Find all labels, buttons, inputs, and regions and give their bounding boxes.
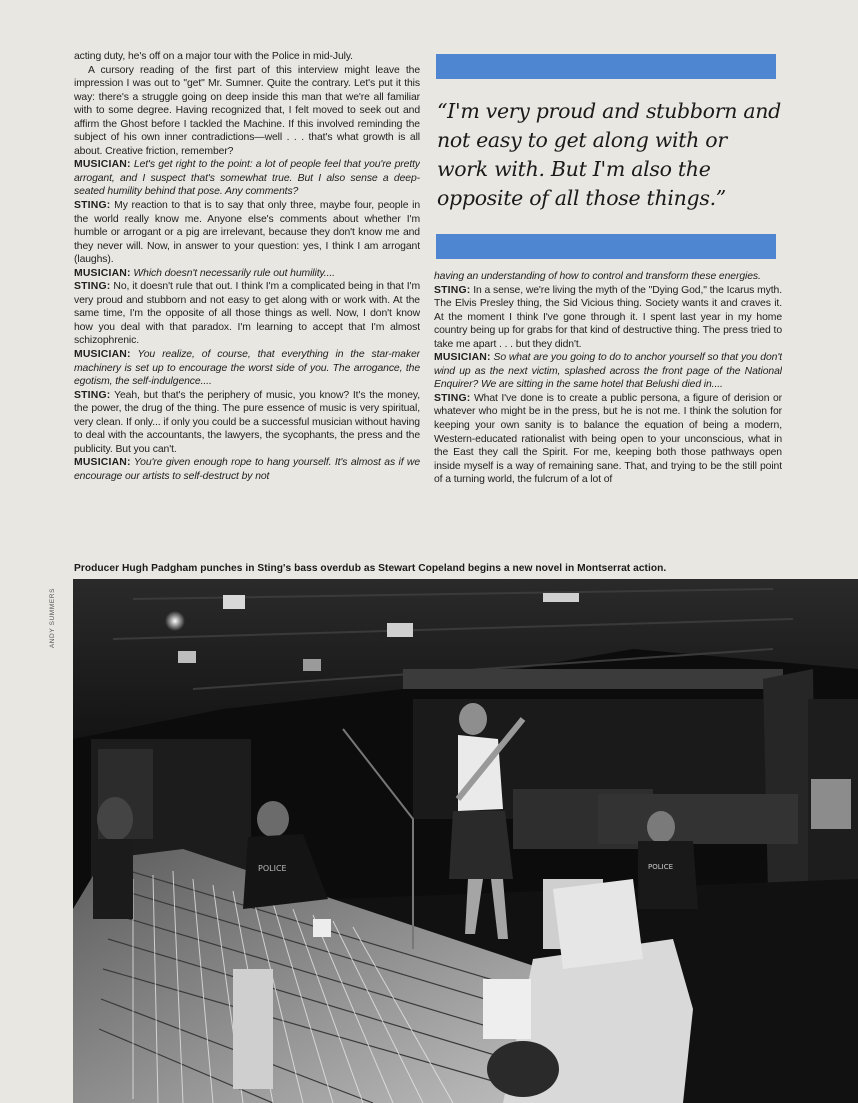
speaker-label: MUSICIAN: [74, 349, 131, 361]
pull-quote-bar-top [436, 54, 776, 79]
question-text: You're given enough rope to hang yourself. It's almost as if we encourage our artists to self-destruct by not [74, 457, 420, 482]
interview-question [74, 158, 420, 199]
interview-answer [434, 284, 782, 352]
photo-credit: ANDY SUMMERS [49, 588, 56, 649]
answer-text: My reaction to that is to say that only three, maybe four, people in the world really know me. Anyone else's comments about whether I'm humble or arrogant or a pig are irrelevant, because they don't know me and they never will. Now, in answer to your question: yes, I think I am arrogant (laughs). [74, 200, 420, 266]
question-text: So what are you going to do to anchor yourself so that you don't wind up as the next victim, splashed across the front page of the National Enquirer? We are sitting in the same hotel that Belushi died in.... [434, 352, 782, 391]
question-text: having an understanding of how to control and transform these energies. [434, 271, 761, 282]
article-column-left [74, 50, 420, 558]
interview-answer [434, 392, 782, 487]
interview-question [434, 351, 782, 392]
interview-question [74, 456, 420, 483]
interview-question [434, 270, 782, 284]
speaker-label: STING: [434, 392, 471, 404]
article-paragraph: acting duty, he's off on a major tour with the Police in mid-July. [74, 51, 353, 62]
shirt-logo-right: POLICE [648, 863, 674, 871]
answer-text: What I've done is to create a public persona, a figure of derision or whatever who might be in the press, but he is not me. I think the solution for keeping your own sanity is to balance the equation of being a modern, Western-educated rationalist with being open to your unconscious, what in the East they call the Spirit. For me, keeping both those pathways open inside myself is a way of remaining sane. That, and trying to be the still point of a turning world, the fulcrum of a lot of [434, 392, 782, 486]
interview-question [74, 348, 420, 389]
interview-question [74, 267, 420, 281]
speaker-label: MUSICIAN: [74, 457, 131, 469]
question-text: You realize, of course, that everything in the star-maker machinery is set up to encourage the worst side of you. The arrogance, the egotism, the self-indulgence.... [74, 349, 420, 388]
interview-answer [74, 389, 420, 457]
speaker-label: MUSICIAN: [434, 352, 491, 364]
interview-answer [74, 280, 420, 348]
answer-text: Yeah, but that's the periphery of music, you know? It's the money, the power, the drug of the thing. The pure essence of music is very spiritual, very clean. If only... if only you could be a successful musician without having to deal with the accountants, the lawyers, the sycophants, the press and the publicity. But you can't. [74, 389, 420, 455]
pull-quote: “I'm very proud and stubborn and not easy to get along with or work with. But I'm also the opposite of all those things.” [437, 99, 781, 210]
answer-text: In a sense, we're living the myth of the "Dying God," the Icarus myth. The Elvis Presley thing, the Sid Vicious thing. Society wants it and craves it. At the moment I think I've gone through it. I spent last year in my home country being up for grabs for that kind of destructive thing. The press tried to take me apart . . . but they didn't. [434, 284, 782, 350]
speaker-label: STING: [74, 389, 111, 401]
shirt-logo-left: POLICE [258, 864, 287, 873]
question-text: Which doesn't necessarily rule out humility.... [130, 267, 335, 279]
answer-text: No, it doesn't rule that out. I think I'm a complicated being in that I'm very proud and stubborn and not easy to get along with or work with. At the same time, I'm the opposite of all those things as well. Now, I don't know how you deal with that paradox. I'm learning to accept that I'm almost schizophrenic. [74, 281, 420, 347]
speaker-label: MUSICIAN: [74, 159, 131, 171]
interview-answer [74, 199, 420, 267]
photo-caption: Producer Hugh Padgham punches in Sting's bass overdub as Stewart Copeland begins a new novel in Montserrat action. [74, 563, 667, 574]
question-text: Let's get right to the point: a lot of people feel that you're pretty arrogant, and I suspect that's somewhat true. But I also sense a deep-seated humility behind that pose. Any comments? [74, 159, 420, 198]
article-paragraph: A cursory reading of the first part of this interview might leave the impression I was out to "get" Mr. Sumner. Quite the contrary. Let's put it this way: there's a struggle going on deep inside this man that we're all familiar with to some degree. Having recognized that, I felt moved to seek out and affirm the Ghost before I tackled the Machine. If this involved reminding the subject of his own inner contradictions—well . . . that's what growth is all about. Creative friction, remember? [74, 64, 420, 157]
pull-quote-bar-bottom [436, 234, 776, 259]
speaker-label: MUSICIAN: [74, 267, 131, 279]
speaker-label: STING: [434, 284, 471, 296]
studio-photo [73, 579, 858, 1103]
speaker-label: STING: [74, 200, 111, 212]
article-column-right [434, 270, 782, 558]
speaker-label: STING: [74, 281, 111, 293]
